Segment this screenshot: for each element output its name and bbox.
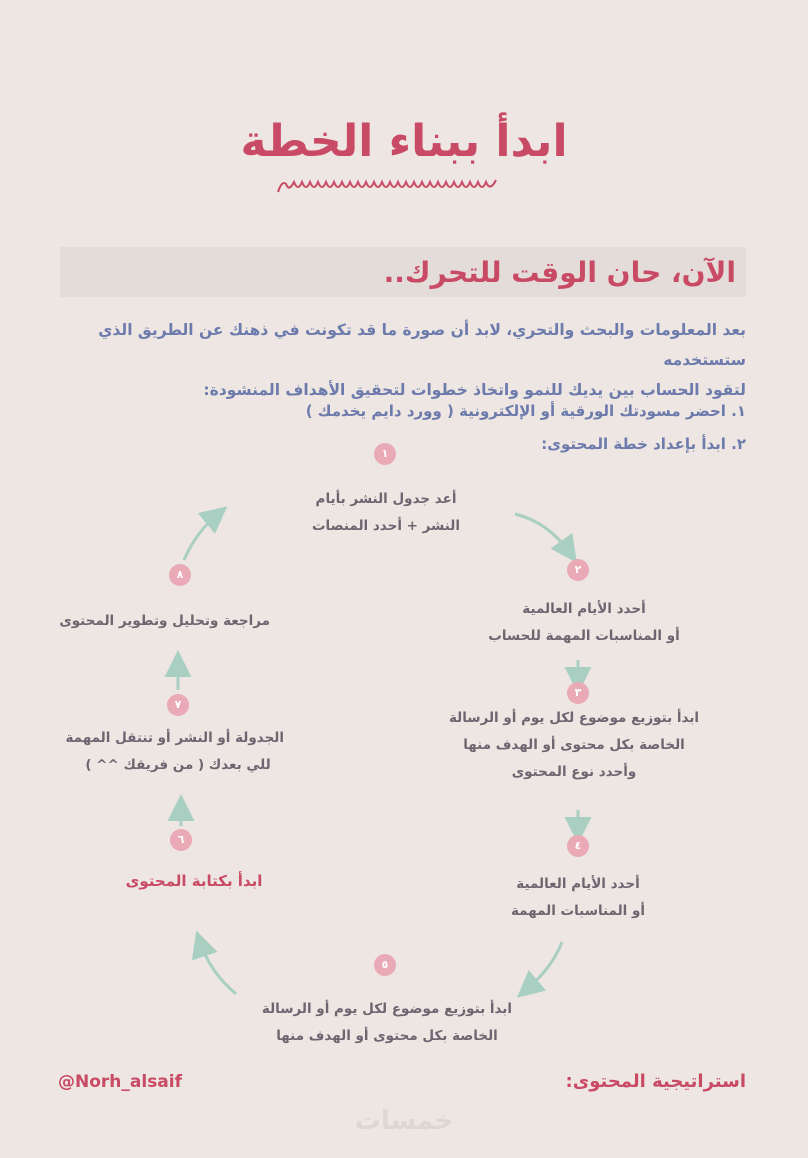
cycle-step-1-line-1: أعد جدول النشر بأيام: [315, 491, 457, 507]
cycle-step-1-line-2: النشر + أحدد المنصات: [311, 518, 461, 534]
cycle-step-7-line-2: للي بعدك ( من فريقك ^^ ): [85, 757, 271, 773]
intro-paragraph: [60, 315, 746, 405]
cycle-step-1-label: [286, 486, 486, 540]
intro-line-1: بعد المعلومات والبحث والتحري، لابد أن صورة ما قد تكونت في ذهنك عن الطريق الذي ستستخدمه: [98, 321, 746, 369]
page-title: ابدأ ببناء الخطة: [240, 116, 568, 167]
cycle-step-4-line-1: أحدد الأيام العالمية: [516, 876, 640, 892]
step-number-2: ٢: [567, 559, 589, 581]
cycle-step-7-line-1: الجدولة أو النشر أو تنتقل المهمة: [65, 730, 284, 746]
cycle-step-3-line-3: وأحدد نوع المحتوى: [511, 764, 637, 780]
cycle-step-2-line-1: أحدد الأيام العالمية: [522, 601, 646, 617]
cycle-step-6-line-1: ابدأ بكتابة المحتوى: [125, 872, 263, 890]
cycle-step-2-line-2: أو المناسبات المهمة للحساب: [488, 628, 680, 644]
section-label: استراتيجية المحتوى:: [565, 1071, 746, 1092]
step-number-7: ٧: [167, 694, 189, 716]
watermark-logo: خمسات: [354, 1106, 454, 1136]
subheading: الآن، حان الوقت للتحرك..: [383, 256, 736, 289]
cycle-step-5-line-2: الخاصة بكل محتوى أو الهدف منها: [276, 1028, 498, 1044]
cycle-step-3-line-1: ابدأ بتوزيع موضوع لكل يوم أو الرسالة: [448, 710, 700, 726]
cycle-step-3-label: [448, 705, 700, 786]
cycle-step-2-label: [470, 596, 698, 650]
step-number-3: ٣: [567, 682, 589, 704]
step-number-6: ٦: [170, 829, 192, 851]
squiggle-decoration: [276, 176, 498, 196]
step-2-text: ٢. ابدأ بإعداد خطة المحتوى:: [541, 435, 746, 453]
cycle-step-4-label: [480, 871, 676, 925]
arrow-1-to-2: [515, 514, 570, 553]
cycle-step-8-label: [59, 608, 270, 635]
arrow-8-to-1: [184, 514, 218, 560]
step-number-8: ٨: [169, 564, 191, 586]
cycle-step-7-label: [65, 725, 284, 779]
step-1-text: ١. احضر مسودتك الورقية أو الإلكترونية ( وورد دايم يخدمك ): [305, 402, 746, 420]
cycle-step-6-label: [104, 868, 284, 895]
step-number-5: ٥: [374, 954, 396, 976]
step-number-1: ١: [374, 443, 396, 465]
cycle-step-4-line-2: أو المناسبات المهمة: [510, 903, 646, 919]
arrow-4-to-5: [526, 942, 562, 990]
step-number-4: ٤: [567, 835, 589, 857]
cycle-step-5-line-1: ابدأ بتوزيع موضوع لكل يوم أو الرسالة: [261, 1001, 512, 1017]
arrow-5-to-6: [200, 942, 236, 994]
cycle-step-5-label: [262, 996, 512, 1050]
subheading-banner: [60, 247, 746, 297]
author-handle: @Norh_alsaif: [58, 1072, 183, 1092]
cycle-step-3-line-2: الخاصة بكل محتوى أو الهدف منها: [463, 737, 685, 753]
intro-line-2: لتقود الحساب بين يديك للنمو واتخاذ خطوات لتحقيق الأهداف المنشودة:: [203, 381, 746, 399]
cycle-step-8-line-1: مراجعة وتحليل وتطوير المحتوى: [59, 613, 270, 629]
